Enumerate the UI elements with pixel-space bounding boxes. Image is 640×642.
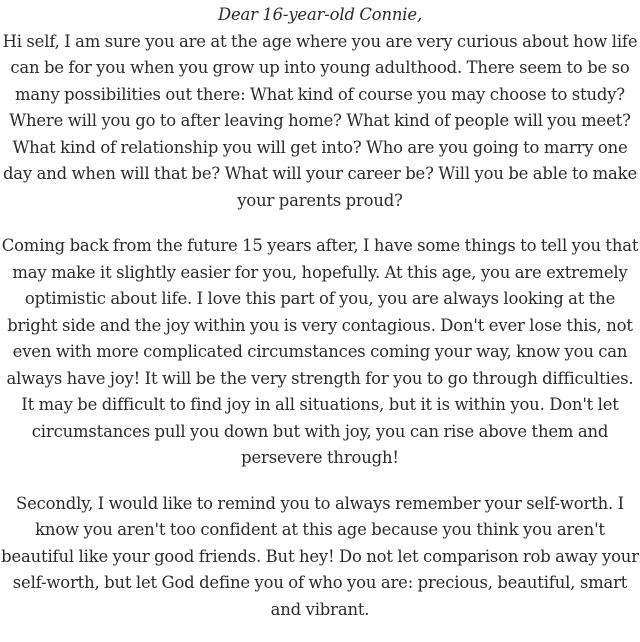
letter-paragraph-2: Coming back from the future 15 years after, I have some things to tell you that may make it slightly easier for you, hopefully. At this age, you are extremely optimistic about life. I love this part of you, you are always looking at the bright side and the joy within you is very contagious. Don't ever lose this, not even with more complicated circumstances coming your way, know you can always have joy! It will be the very strength for you to go through difficulties. It may be difficult to find joy in all situations, but it is within you. Don't let circumstances pull you down but with joy, you can rise above them and persevere through! [1,236,639,467]
letter-salutation: Dear 16-year-old Connie, [217,5,423,24]
letter-paragraph-1: Hi self, I am sure you are at the age where you are very curious about how life can be for you when you grow up into young adulthood. There seem to be so many possibilities out there: What kind of course you may choose to study? Where will you go to after leaving home? What kind of people will you meet? What kind of relationship you will get into? Who are you going to marry one day and when will that be? What will your career be? Will you be able to make your parents proud? [2,31,638,210]
letter-paragraph-3: Secondly, I would like to remind you to always remember your self-worth. I know you aren't too confident at this age because you think you aren't beautiful like your good friends. But hey! Do not let comparison rob away your self-worth, but let God define you of who you are: precious, beautiful, smart and vibrant. [1,493,639,619]
